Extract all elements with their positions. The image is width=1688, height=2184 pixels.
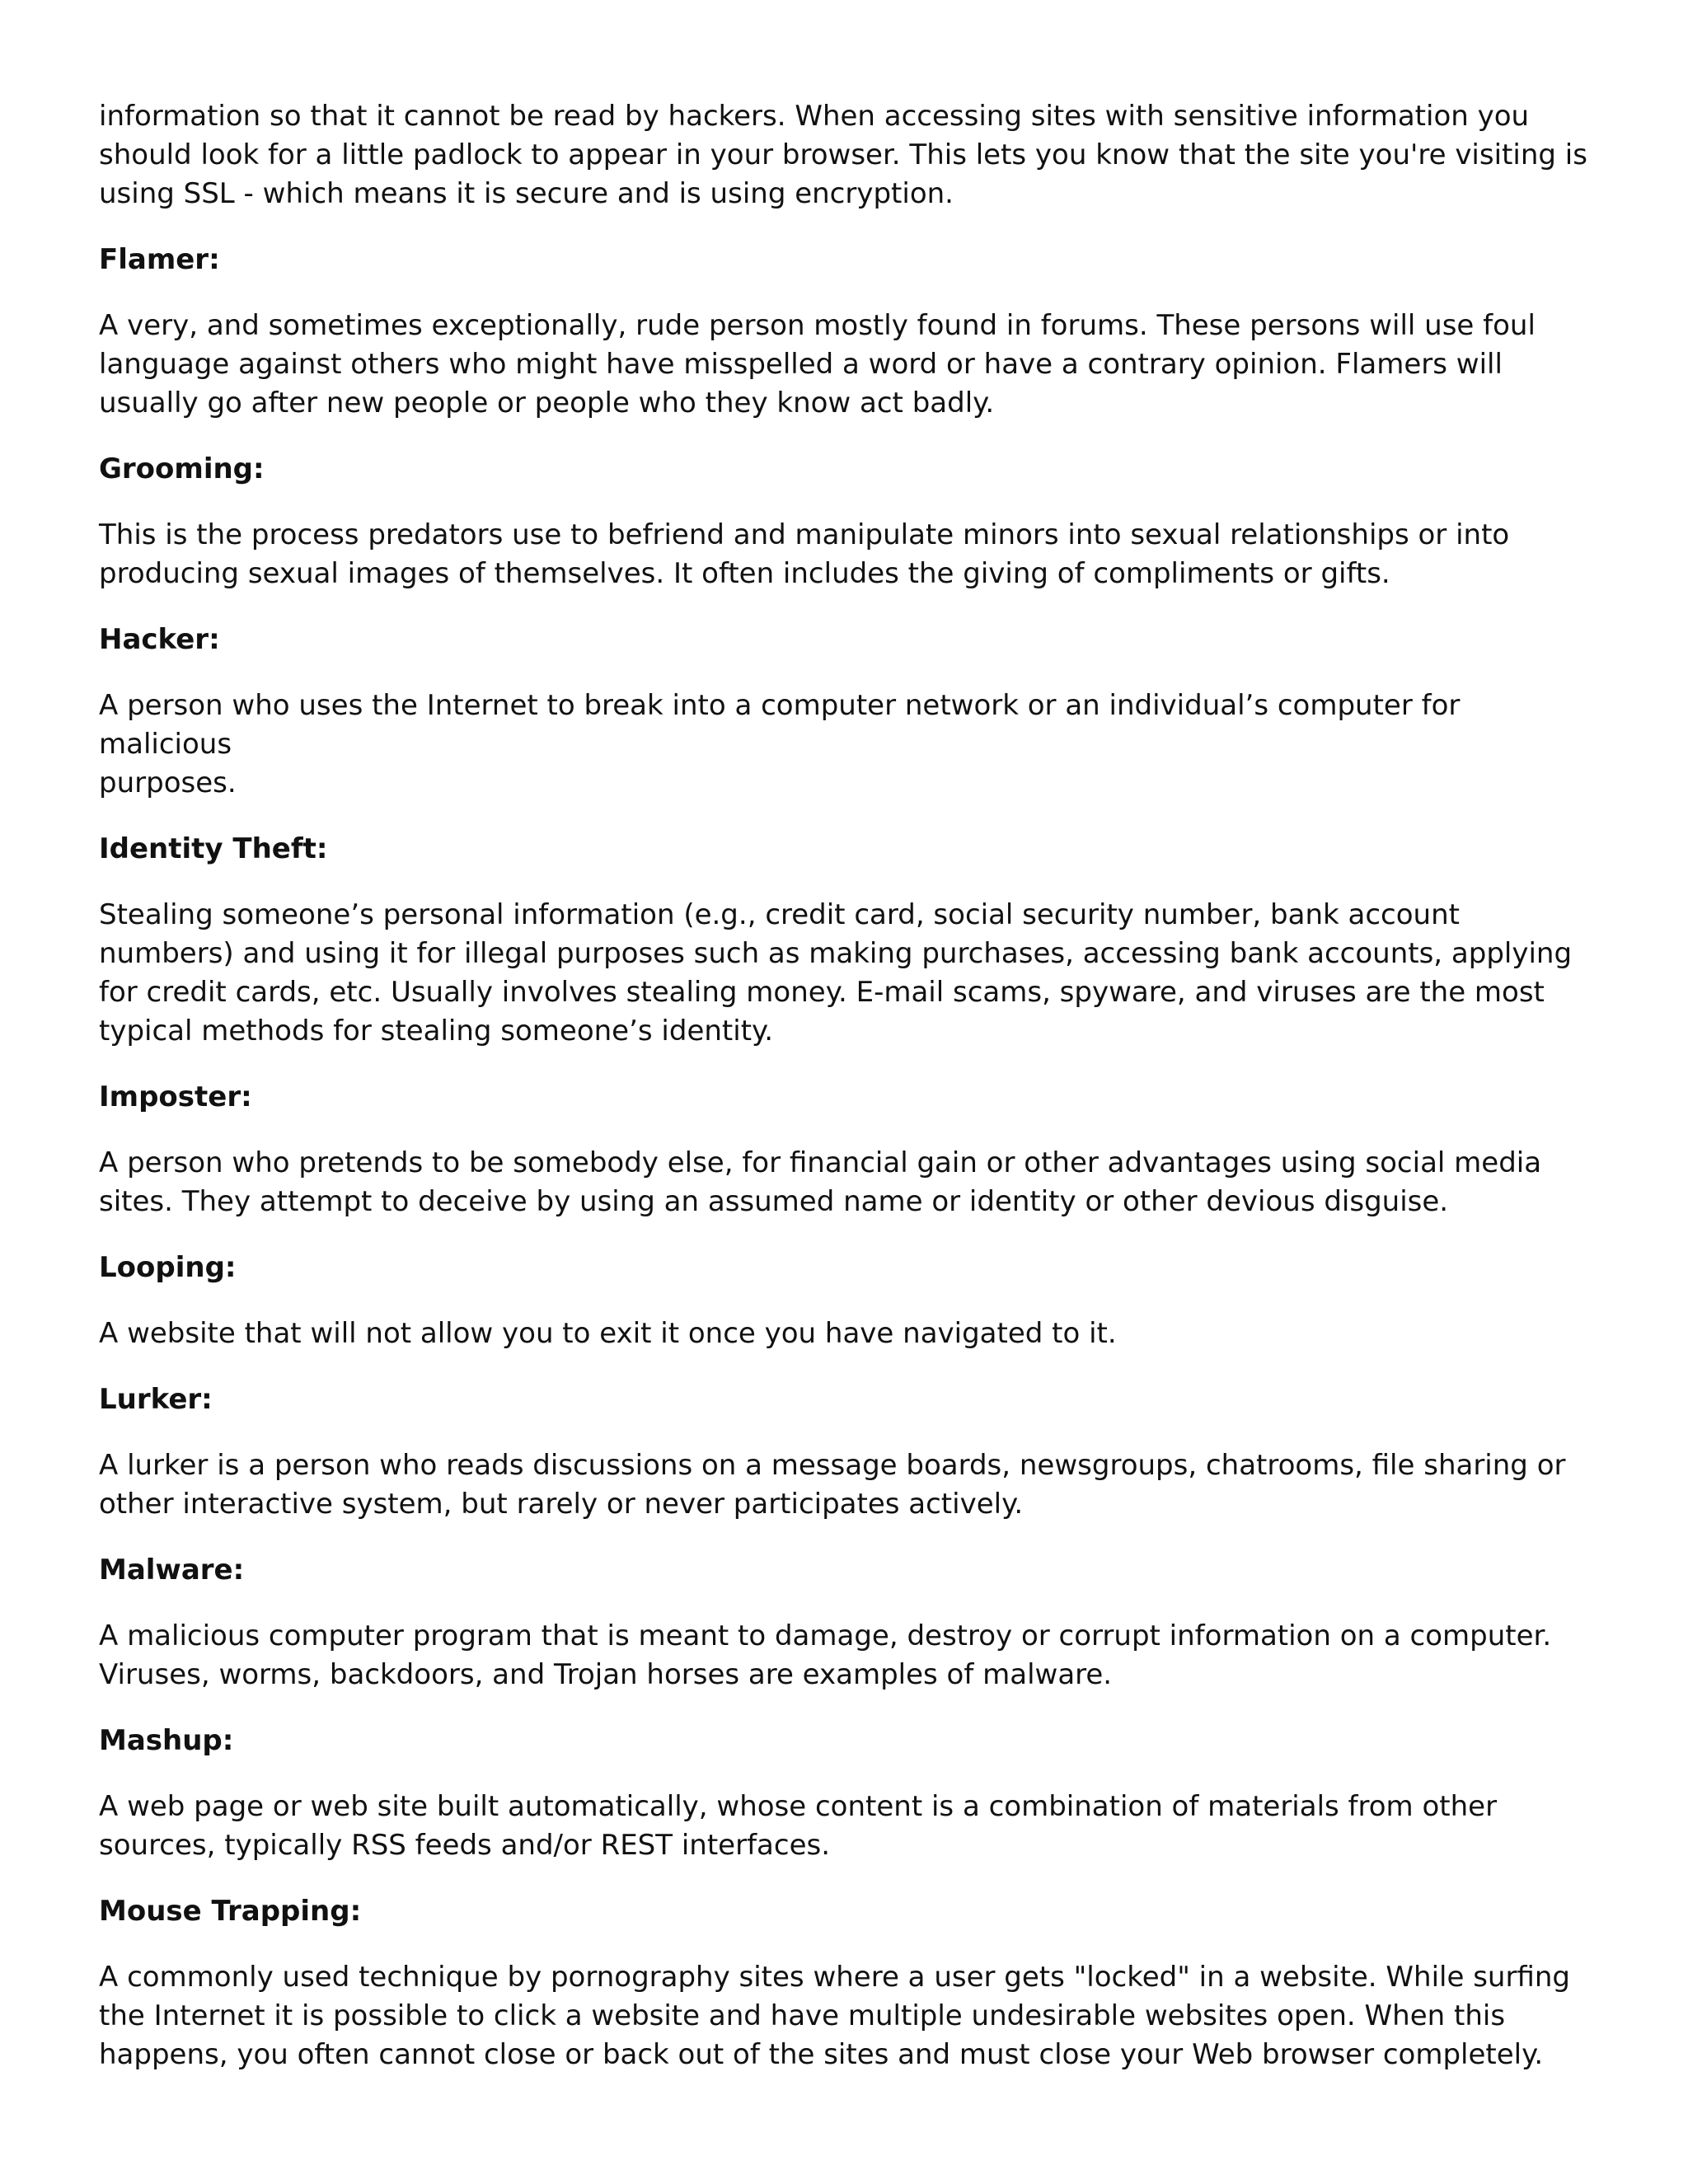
term-heading: Mashup: — [99, 1724, 234, 1757]
term-definition: A web page or web site built automatically, whose content is a combination of materials from other sources, typically RSS feeds and/or REST interfaces. — [99, 1790, 1498, 1862]
term-definition: A malicious computer program that is meant to damage, destroy or corrupt information on a computer. Viruses, worms, backdoors, and Trojan horses are examples of malware. — [99, 1619, 1552, 1691]
term-heading: Grooming: — [99, 452, 265, 485]
intro-paragraph: information so that it cannot be read by hackers. When accessing sites with sensitive information you should look for a little padlock to appear in your browser. This lets you know that the site you're visiting is using SSL - which means it is secure and is using encryption. — [99, 100, 1587, 210]
glossary-entry-lurker — [99, 1380, 1599, 1524]
glossary-entry-flamer — [99, 241, 1599, 423]
glossary-entry-malware — [99, 1551, 1599, 1694]
term-heading: Mouse Trapping: — [99, 1895, 362, 1928]
term-definition: A very, and sometimes exceptionally, rude person mostly found in forums. These persons will use foul language against others who might have misspelled a word or have a contrary opinion. Flamers will usually go after new people or people who they know act badly. — [99, 309, 1536, 419]
glossary-entry-hacker — [99, 621, 1599, 803]
term-heading: Imposter: — [99, 1080, 252, 1113]
glossary-entry-grooming — [99, 450, 1599, 593]
glossary-entry-imposter — [99, 1078, 1599, 1221]
term-definition: A commonly used technique by pornography sites where a user gets "locked" in a website. While surfing the Internet it is possible to click a website and have multiple undesirable websites open. When this happens, you often cannot close or back out of the sites and must close your Web browser completely. — [99, 1961, 1570, 2071]
glossary-entry-mashup — [99, 1722, 1599, 1865]
glossary-entry-looping — [99, 1249, 1599, 1353]
glossary-entry-mouse-trapping — [99, 1892, 1599, 2074]
term-definition: This is the process predators use to befriend and manipulate minors into sexual relationships or into producing sexual images of themselves. It often includes the giving of compliments or gifts. — [99, 518, 1510, 590]
term-definition: A person who pretends to be somebody else, for financial gain or other advantages using social media sites. They attempt to deceive by using an assumed name or identity or other devious disguise. — [99, 1146, 1542, 1218]
term-heading: Flamer: — [99, 243, 220, 276]
document-page — [99, 97, 1599, 2074]
term-definition: A website that will not allow you to exit it once you have navigated to it. — [99, 1317, 1117, 1350]
term-heading: Hacker: — [99, 623, 220, 656]
glossary-entry-identity-theft — [99, 830, 1599, 1051]
term-heading: Malware: — [99, 1554, 245, 1586]
term-heading: Looping: — [99, 1251, 237, 1284]
term-definition: Stealing someone’s personal information (e.g., credit card, social security number, bank account numbers) and using it for illegal purposes such as making purchases, accessing bank accounts, applying for credit cards, etc. Usually involves stealing money. E-mail scams, spyware, and viruses are the most typical methods for stealing someone’s identity. — [99, 898, 1573, 1047]
term-heading: Identity Theft: — [99, 832, 328, 865]
term-definition: A person who uses the Internet to break into a computer network or an individual’s computer for malicious purposes. — [99, 689, 1461, 799]
term-heading: Lurker: — [99, 1383, 213, 1416]
term-definition: A lurker is a person who reads discussions on a message boards, newsgroups, chatrooms, file sharing or other interactive system, but rarely or never participates actively. — [99, 1449, 1566, 1521]
